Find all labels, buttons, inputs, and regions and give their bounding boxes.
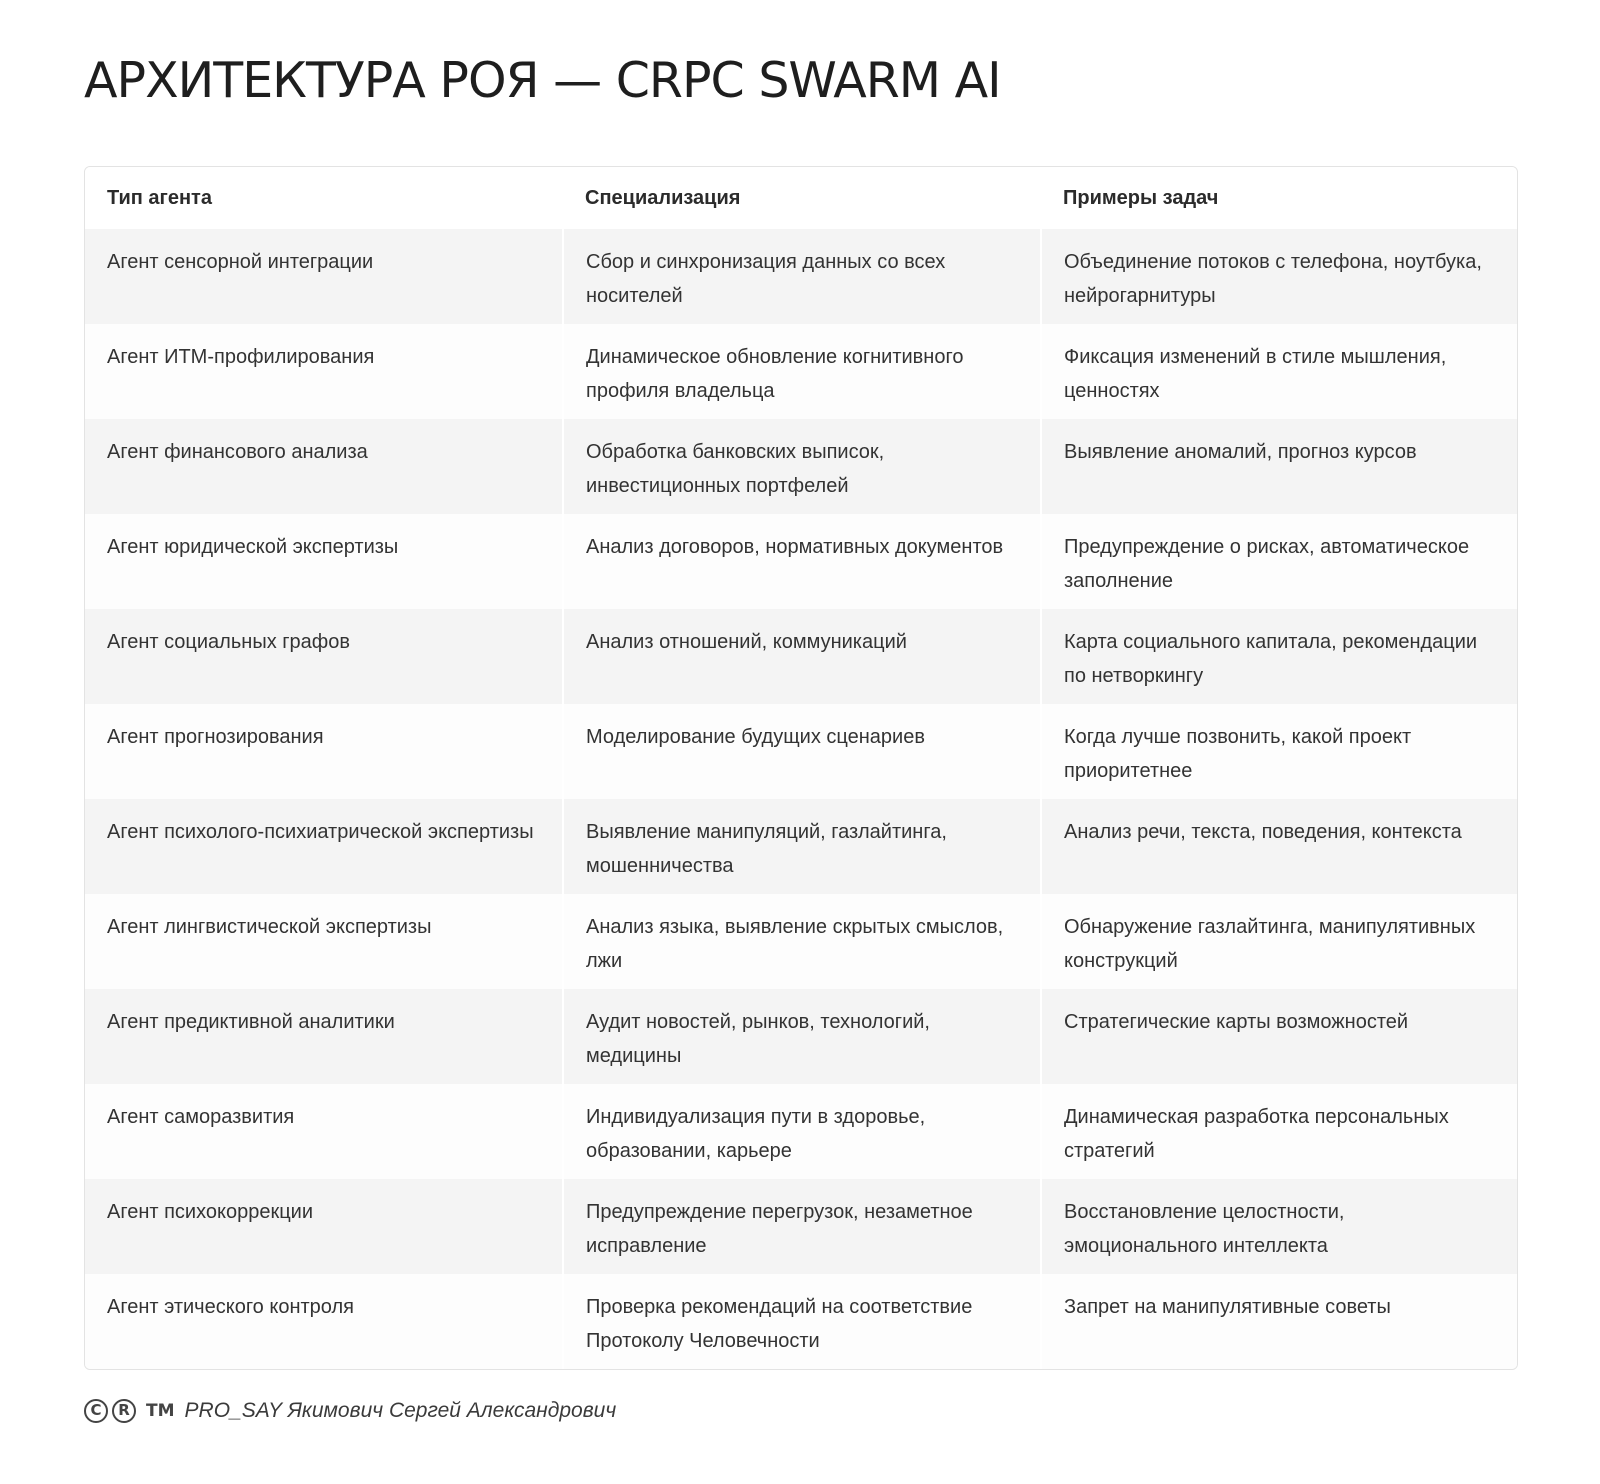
cell-agent-type: Агент прогнозирования	[85, 704, 563, 799]
cell-agent-type: Агент лингвистической экспертизы	[85, 894, 563, 989]
cell-specialization: Предупреждение перегрузок, незаметное исправление	[563, 1179, 1041, 1274]
cell-specialization: Анализ договоров, нормативных документов	[563, 514, 1041, 609]
cell-specialization: Индивидуализация пути в здоровье, образовании, карьере	[563, 1084, 1041, 1179]
table-row	[85, 609, 1517, 704]
cell-specialization: Выявление манипуляций, газлайтинга, мошенничества	[563, 799, 1041, 894]
cell-task-examples: Запрет на манипулятивные советы	[1041, 1274, 1517, 1369]
cell-specialization: Анализ языка, выявление скрытых смыслов, лжи	[563, 894, 1041, 989]
table-row	[85, 229, 1517, 324]
table-row	[85, 514, 1517, 609]
cell-specialization: Моделирование будущих сценариев	[563, 704, 1041, 799]
agents-table-card	[84, 166, 1518, 1370]
cell-specialization: Анализ отношений, коммуникаций	[563, 609, 1041, 704]
cell-task-examples: Стратегические карты возможностей	[1041, 989, 1517, 1084]
cell-specialization: Обработка банковских выписок, инвестиционных портфелей	[563, 419, 1041, 514]
cell-agent-type: Агент предиктивной аналитики	[85, 989, 563, 1084]
cell-agent-type: Агент ИТМ-профилирования	[85, 324, 563, 419]
cell-task-examples: Динамическая разработка персональных стратегий	[1041, 1084, 1517, 1179]
table-header	[85, 167, 1517, 229]
cell-task-examples: Анализ речи, текста, поведения, контекста	[1041, 799, 1517, 894]
cell-task-examples: Карта социального капитала, рекомендации по нетворкингу	[1041, 609, 1517, 704]
table-row	[85, 1274, 1517, 1369]
header-row	[85, 167, 1517, 229]
cell-specialization: Аудит новостей, рынков, технологий, медицины	[563, 989, 1041, 1084]
trademark-icon: TM	[146, 1401, 175, 1421]
cell-agent-type: Агент саморазвития	[85, 1084, 563, 1179]
table-row	[85, 324, 1517, 419]
header-specialization: Специализация	[563, 167, 1041, 229]
page-title: АРХИТЕКТУРА РОЯ — CRPC SWARM AI	[84, 52, 1001, 109]
cell-agent-type: Агент финансового анализа	[85, 419, 563, 514]
author-name: PRO_SAY Якимович Сергей Александрович	[184, 1399, 617, 1422]
table-row	[85, 704, 1517, 799]
footer-credits	[84, 1399, 616, 1423]
table-row	[85, 799, 1517, 894]
copyright-icon: C	[84, 1399, 108, 1423]
table-row	[85, 419, 1517, 514]
cell-task-examples: Фиксация изменений в стиле мышления, ценностях	[1041, 324, 1517, 419]
cell-specialization: Сбор и синхронизация данных со всех носителей	[563, 229, 1041, 324]
cell-specialization: Динамическое обновление когнитивного профиля владельца	[563, 324, 1041, 419]
cell-agent-type: Агент психокоррекции	[85, 1179, 563, 1274]
cell-task-examples: Выявление аномалий, прогноз курсов	[1041, 419, 1517, 514]
cell-agent-type: Агент сенсорной интеграции	[85, 229, 563, 324]
header-task-examples: Примеры задач	[1041, 167, 1517, 229]
cell-task-examples: Объединение потоков с телефона, ноутбука, нейрогарнитуры	[1041, 229, 1517, 324]
cell-task-examples: Восстановление целостности, эмоционального интеллекта	[1041, 1179, 1517, 1274]
cell-agent-type: Агент психолого-психиатрической экспертизы	[85, 799, 563, 894]
table-body	[85, 229, 1517, 1369]
cell-task-examples: Обнаружение газлайтинга, манипулятивных конструкций	[1041, 894, 1517, 989]
agents-table	[85, 167, 1517, 1369]
table-row	[85, 894, 1517, 989]
cell-agent-type: Агент социальных графов	[85, 609, 563, 704]
cell-agent-type: Агент этического контроля	[85, 1274, 563, 1369]
table-row	[85, 989, 1517, 1084]
cell-task-examples: Когда лучше позвонить, какой проект приоритетнее	[1041, 704, 1517, 799]
cell-specialization: Проверка рекомендаций на соответствие Протоколу Человечности	[563, 1274, 1041, 1369]
table-row	[85, 1084, 1517, 1179]
registered-icon: R	[112, 1399, 136, 1423]
cell-task-examples: Предупреждение о рисках, автоматическое заполнение	[1041, 514, 1517, 609]
table-row	[85, 1179, 1517, 1274]
cell-agent-type: Агент юридической экспертизы	[85, 514, 563, 609]
header-agent-type: Тип агента	[85, 167, 563, 229]
